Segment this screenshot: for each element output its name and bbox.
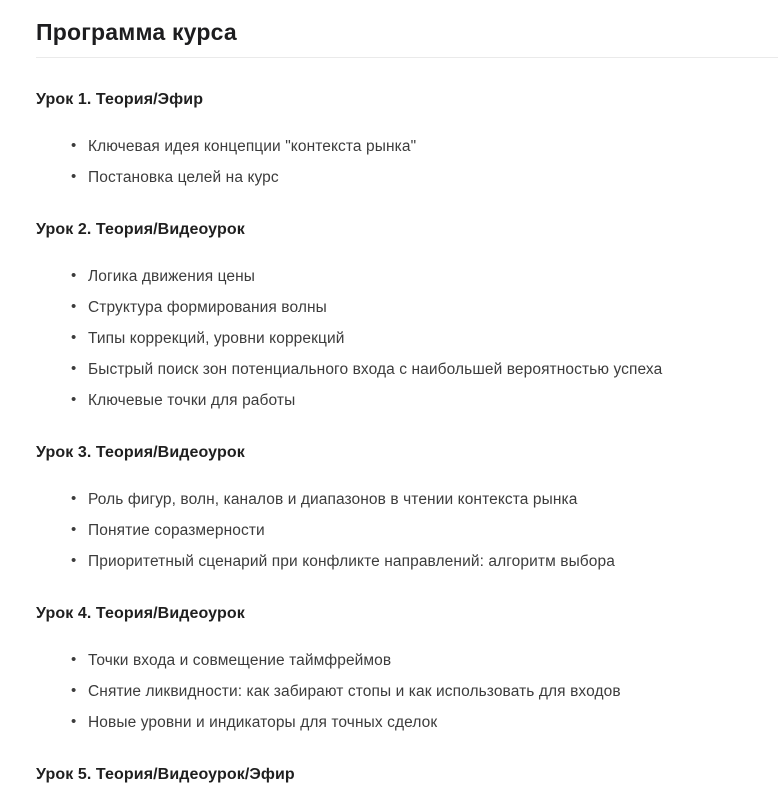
lesson-heading: Урок 5. Теория/Видеоурок/Эфир bbox=[36, 766, 295, 783]
lesson-topic-item: • Роль фигур, волн, каналов и диапазонов в чтении контекста рынка bbox=[88, 490, 742, 510]
lesson-topics bbox=[36, 137, 742, 188]
lesson-topic-item: • Типы коррекций, уровни коррекций bbox=[88, 329, 742, 349]
lesson-topic-item: • Новые уровни и индикаторы для точных сделок bbox=[88, 713, 742, 733]
title-divider bbox=[36, 57, 778, 58]
lesson-section bbox=[36, 442, 742, 572]
lesson-heading: Урок 2. Теория/Видеоурок bbox=[36, 221, 245, 238]
lesson-topic-item: • Приоритетный сценарий при конфликте направлений: алгоритм выбора bbox=[88, 552, 742, 572]
lesson-topic-item: • Постановка целей на курс bbox=[88, 168, 742, 188]
lesson-topic-item: • Понятие соразмерности bbox=[88, 521, 742, 541]
lesson-heading: Урок 3. Теория/Видеоурок bbox=[36, 444, 245, 461]
lesson-section bbox=[36, 219, 742, 411]
lesson-topic-item: • Ключевая идея концепции "контекста рынка" bbox=[88, 137, 742, 157]
lesson-topic-item: • Логика движения цены bbox=[88, 267, 742, 287]
lesson-section bbox=[36, 603, 742, 733]
lesson-topics bbox=[36, 651, 742, 733]
page-title: Программа курса bbox=[36, 19, 237, 45]
lesson-topic-item: • Точки входа и совмещение таймфреймов bbox=[88, 651, 742, 671]
lesson-section bbox=[36, 89, 742, 188]
lesson-heading: Урок 4. Теория/Видеоурок bbox=[36, 605, 245, 622]
lesson-topics bbox=[36, 267, 742, 411]
lesson-topic-item: • Структура формирования волны bbox=[88, 298, 742, 318]
lesson-topic-item: • Снятие ликвидности: как забирают стопы и как использовать для входов bbox=[88, 682, 742, 702]
lesson-section bbox=[36, 764, 742, 786]
lesson-topic-item: • Быстрый поиск зон потенциального входа с наибольшей вероятностью успеха bbox=[88, 360, 742, 380]
lesson-topics bbox=[36, 490, 742, 572]
sections bbox=[36, 89, 742, 786]
lesson-topic-item: • Ключевые точки для работы bbox=[88, 391, 742, 411]
lesson-heading: Урок 1. Теория/Эфир bbox=[36, 91, 204, 108]
